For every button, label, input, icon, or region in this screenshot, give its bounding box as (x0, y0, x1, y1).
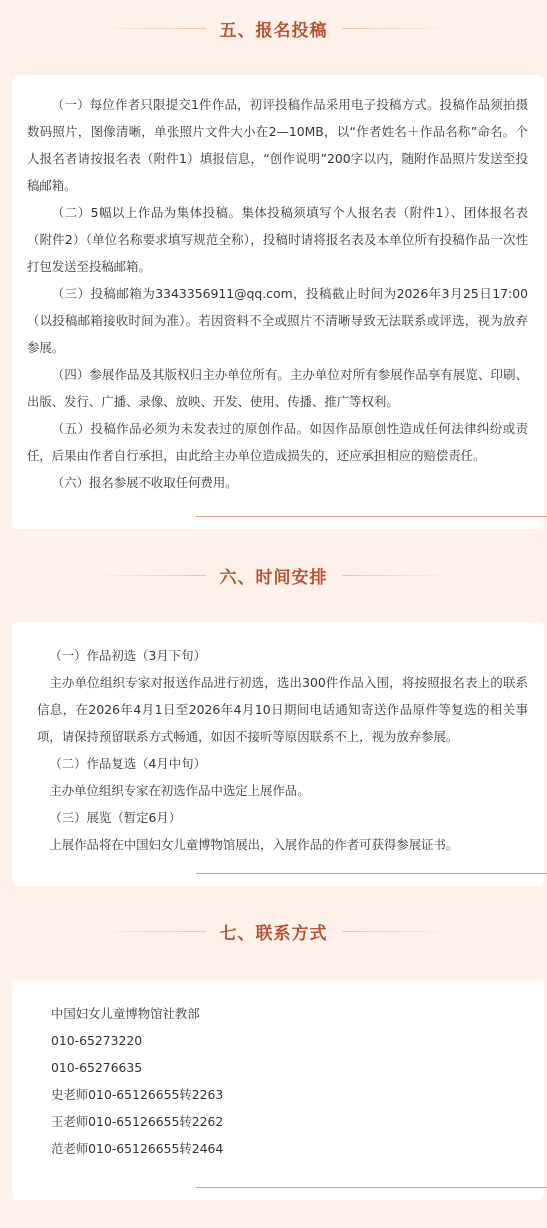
contact-teacher-fan: 范老师010-65126655转2464 (51, 1141, 224, 1156)
section-6-title: 六、时间安排 (219, 567, 328, 588)
section-6-subheading-2: （二）作品复选（4月中旬） (49, 756, 206, 771)
section-6-paragraph-1: 主办单位组织专家对报送作品进行初选，选出300件作品入围，将按照报名表上的联系信息，在2026年4月1日至2026年4月10日期间电话通知寄送作品原件等复选的相关事项，请保持预留联系方式畅通，如因不接听等原因联系不上，视为放弃参展。 (37, 675, 528, 744)
section-5-header (0, 8, 547, 48)
contact-department: 中国妇女儿童博物馆社教部 (51, 1006, 200, 1021)
section-5-card (12, 75, 544, 529)
section-7-header (0, 911, 547, 951)
section-7-card (12, 980, 544, 1200)
section-5-paragraph-1: （一）每位作者只限提交1件作品，初评投稿作品采用电子投稿方式。投稿作品须拍摄数码照片，图像清晰，单张照片文件大小在2—10MB，以“作者姓名＋作品名称”命名。个人报名者请按报名表（附件1）填报信息，“创作说明”200字以内，随附作品照片发送至投稿邮箱。 (27, 97, 528, 193)
header-divider-right (342, 28, 454, 29)
section-6-header (0, 555, 547, 595)
header-divider-left (94, 575, 206, 576)
section-5-paragraph-4: （四）参展作品及其版权归主办单位所有。主办单位对所有参展作品享有展览、印刷、出版、发行、广播、录像、放映、开发、使用、传播、推广等权利。 (27, 367, 528, 409)
section-5-paragraph-2: （二）5幅以上作品为集体投稿。集体投稿须填写个人报名表（附件1）、团体报名表（附件2）（单位名称要求填写规范全称），投稿时请将报名表及本单位所有投稿作品一次性打包发送至投稿邮箱。 (27, 205, 528, 274)
section-5-paragraph-5: （五）投稿作品必须为未发表过的原创作品。如因作品原创性造成任何法律纠纷或责任，后果由作者自行承担，由此给主办单位造成损失的，还应承担相应的赔偿责任。 (27, 421, 528, 463)
contact-phone-1: 010-65273220 (51, 1033, 143, 1048)
header-divider-right (342, 575, 454, 576)
header-divider-left (94, 931, 206, 932)
section-6-card (12, 622, 544, 886)
section-6-subheading-3: （三）展览（暂定6月） (49, 810, 182, 825)
section-5-paragraph-6: （六）报名参展不收取任何费用。 (51, 475, 238, 490)
card-decoration-line (196, 873, 547, 874)
header-divider-left (94, 28, 206, 29)
section-5-paragraph-3: （三）投稿邮箱为3343356911@qq.com，投稿截止时间为2026年3月25日17:00（以投稿邮箱接收时间为准）。若因资料不全或照片不清晰导致无法联系或评选，视为放弃参展。 (27, 286, 528, 355)
section-6-paragraph-2: 主办单位组织专家在初选作品中选定上展作品。 (49, 783, 310, 798)
contact-teacher-shi: 史老师010-65126655转2263 (51, 1087, 224, 1102)
card-decoration-line (196, 1187, 547, 1188)
header-divider-right (342, 931, 454, 932)
section-5-title: 五、报名投稿 (219, 20, 328, 41)
contact-phone-2: 010-65276635 (51, 1060, 143, 1075)
card-decoration-line (196, 516, 547, 517)
contact-teacher-wang: 王老师010-65126655转2262 (51, 1114, 224, 1129)
section-6-paragraph-3: 上展作品将在中国妇女儿童博物馆展出，入展作品的作者可获得参展证书。 (49, 837, 459, 852)
section-7-title: 七、联系方式 (219, 923, 328, 944)
section-6-subheading-1: （一）作品初选（3月下旬） (49, 648, 206, 663)
